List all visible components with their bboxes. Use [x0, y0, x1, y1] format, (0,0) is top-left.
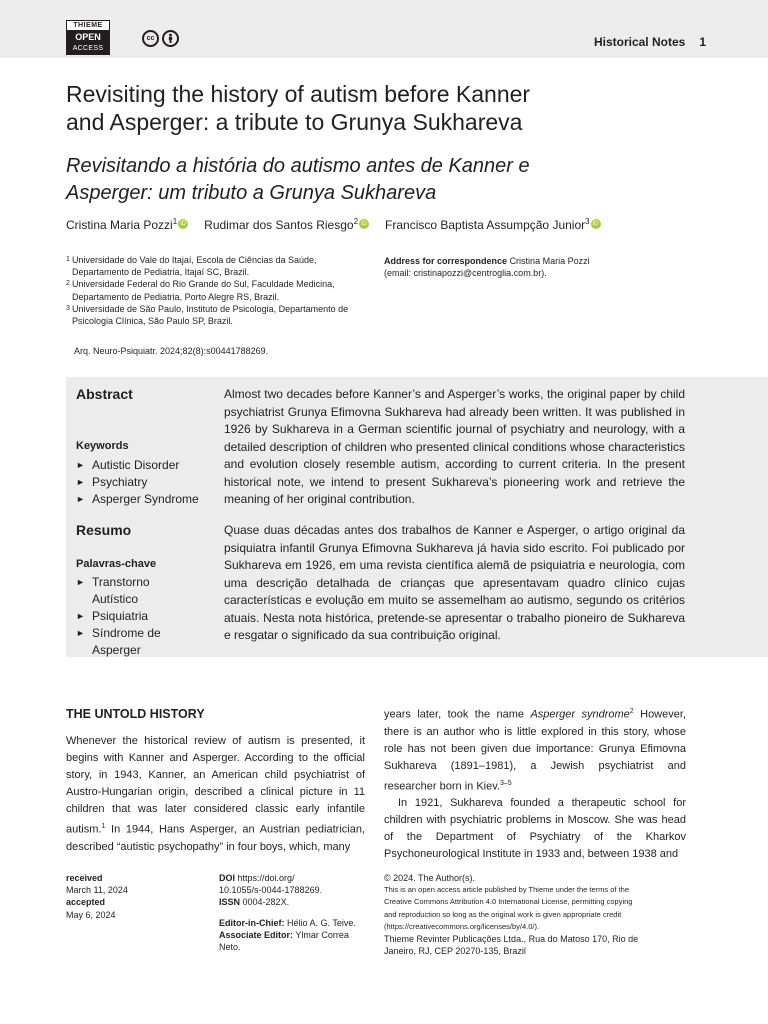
logo-line-2: OPEN	[75, 32, 101, 42]
citation: Arq. Neuro-Psiquiatr. 2024;82(8):s00441788269.	[74, 346, 269, 356]
correspondence-email[interactable]: (email: cristinapozzi@centroglia.com.br).	[384, 268, 547, 279]
license-icons	[142, 30, 179, 47]
article-subtitle	[66, 153, 686, 207]
affiliations	[66, 254, 376, 327]
copyright: © 2024. The Author(s).	[384, 873, 476, 883]
body-right-column	[384, 703, 686, 863]
orcid-icon[interactable]: iD	[591, 219, 601, 229]
palavras-chave-heading: Palavras-chave	[76, 558, 157, 570]
keyword-item: ► Asperger Syndrome	[76, 491, 199, 508]
correspondence-label: Address for correspondence	[384, 256, 508, 266]
accepted-date: May 6, 2024	[66, 909, 116, 920]
reference-link[interactable]: 1	[101, 823, 106, 830]
publisher-line: Janeiro, RJ, CEP 20270-135, Brazil	[384, 946, 526, 957]
body-paragraph: In 1921, Sukhareva founded a therapeutic school for children with psychiatric problems in Moscow. She was head of the Department of Psychiatry of the Kharkov Psychoneurological Institute in 1933 and, between 1938 and	[384, 797, 686, 861]
body-paragraph: Whenever the historical review of autism is presented, it begins with Kanner and Asperger. According to the official story, in 1943, Kanner, an American child psychiatrist of Austro-Hungarian origin, described a clinical picture in 11 children that was later considered classic early infantile autism.$^1$ In 1944, Hans Asperger, an Austrian pediatrician, described “autistic psychopathy” in four boys, which, many	[66, 735, 365, 853]
reference-link[interactable]: 3–5	[499, 779, 512, 787]
attribution-icon	[162, 30, 179, 47]
thieme-open-access-logo	[66, 20, 110, 55]
affiliation-1: 1 Universidade do Vale do Itajaí, Escola de Ciências da Saúde, Departamento de Pediatria, Itajaí SC, Brazil.	[66, 255, 317, 278]
editor-name: Hélio A. G. Teive.	[287, 917, 356, 928]
keyword-item: ► Psiquiatria	[76, 608, 186, 625]
affiliation-3: 3 Universidade de São Paulo, Instituto de Psicologia, Departamento de Psicologia Clínica, São Paulo SP, Brazil.	[66, 303, 349, 327]
page-number: 1	[699, 35, 706, 49]
creative-commons-icon: cc	[142, 30, 159, 47]
palavras-chave-list	[76, 574, 186, 659]
dates-block	[66, 872, 206, 921]
orcid-icon[interactable]: iD	[359, 219, 369, 229]
author-3: Francisco Baptista Assumpção Junior$^3$ iD	[385, 217, 601, 232]
reference-link[interactable]: 2	[629, 708, 634, 715]
resumo-heading: Resumo	[76, 522, 132, 538]
associate-editor-label: Associate Editor:	[219, 929, 294, 940]
logo-line-1: THIEME	[66, 20, 110, 31]
subtitle-line-2: Asperger: um tributo a Grunya Sukhareva	[66, 182, 437, 204]
subtitle-line-1: Revisitando a história do autismo antes de Kanner e	[66, 155, 530, 177]
license-line: Creative Commons Attribution 4.0 International License, permitting copying	[384, 897, 633, 907]
received-date: March 11, 2024	[66, 885, 128, 896]
title-line-2: and Asperger: a tribute to Grunya Sukhareva	[66, 109, 523, 135]
author-2: Rudimar dos Santos Riesgo$^2$ iD	[204, 217, 369, 232]
abstract-text: Almost two decades before Kanner’s and Asperger’s works, the original paper by child psychiatrist Grunya Efimovna Sukhareva had already been written. It was published in 1926 by Sukhareva in a German scientific journal of psychiatry and neurology, with a detailed description of children who presented clinical conditions whose characteristics and evolution closely resemble autism, according to current criteria. In the present historical note, we intend to present Sukhareva’s pioneering work and retrieve the meaning of her original contribution.	[224, 387, 685, 506]
logo-line-3: ACCESS	[72, 45, 104, 52]
license-line: This is an open access article published by Thieme under the terms of the	[384, 885, 629, 895]
issn-label: ISSN	[219, 897, 241, 908]
keyword-item: ► Autistic Disorder	[76, 457, 199, 474]
title-line-1: Revisiting the history of autism before Kanner	[66, 81, 531, 107]
resumo-text: Quase duas décadas antes dos trabalhos de Kanner e Asperger, o artigo original da psiquiatra infantil Grunya Efimovna Sukhareva já havia sido escrito. Foi publicado por Sukhareva em 1926, em uma revista científica alemã de psiquiatria e neurologia, com uma descrição detalhada de crianças que apresentavam quadro clínico cujas características e evolução em muito se assemelham ao autismo, segundo os critérios atuais. Nesta nota histórica, pretende-se apresentar o trabalho pioneiro de Sukhareva e resgatar o significado da sua contribuição original.	[224, 523, 685, 642]
doi-link-cont[interactable]: 10.1055/s-0044-1788269.	[219, 885, 323, 896]
body-paragraph: years later, took the name Asperger syndrome$^2$ However, there is an author who is little explored in this story, whose role has not been given due importance: Grunya Efimovna Sukhareva (1891–1981), a Jewish psychiatrist and researcher born in Kiev.$^{3-5}$	[384, 708, 686, 793]
person-icon	[165, 33, 176, 44]
license-link[interactable]: (https://creativecommons.org/licenses/by/4.0/).	[384, 921, 540, 931]
accepted-label: accepted	[66, 897, 106, 908]
issn-value: 0004-282X.	[242, 897, 290, 908]
license-line: and reproduction so long as the original work is given appropriate credit	[384, 909, 622, 919]
correspondence-name: Cristina Maria Pozzi	[509, 256, 590, 266]
section-heading: THE UNTOLD HISTORY	[66, 707, 205, 721]
keywords-heading: Keywords	[76, 440, 129, 452]
publisher-line: Thieme Revinter Publicações Ltda., Rua do Matoso 170, Rio de	[384, 934, 639, 945]
running-header	[594, 35, 706, 49]
associate-editor-name: Ylmar Correa	[295, 929, 349, 940]
doi-block	[219, 872, 369, 953]
body-left-column	[66, 706, 365, 856]
keyword-item: ► Psychiatry	[76, 474, 199, 491]
section-label: Historical Notes	[593, 35, 686, 49]
author-1: Cristina Maria Pozzi$^1$ iD	[66, 217, 188, 232]
doi-label: DOI	[219, 873, 236, 883]
orcid-icon[interactable]: iD	[178, 219, 188, 229]
header-band	[0, 0, 768, 58]
affiliation-2: 2 Universidade Federal do Rio Grande do Sul, Faculdade Medicina, Departamento de Pediatria, Porto Alegre RS, Brazil.	[66, 279, 335, 302]
abstract-box	[66, 377, 768, 657]
editor-label: Editor-in-Chief:	[219, 917, 285, 928]
abstract-heading: Abstract	[76, 386, 133, 402]
keyword-item: ► Transtorno Autístico	[76, 574, 186, 608]
keyword-item: ► Síndrome de Asperger	[76, 625, 186, 659]
article-title	[66, 80, 686, 136]
received-label: received	[66, 873, 103, 883]
doi-link[interactable]: https://doi.org/	[237, 873, 295, 883]
correspondence	[384, 255, 704, 279]
license-block	[384, 872, 704, 957]
keywords-list	[76, 457, 199, 508]
associate-editor-name-cont: Neto.	[219, 942, 241, 953]
author-list	[66, 217, 601, 232]
